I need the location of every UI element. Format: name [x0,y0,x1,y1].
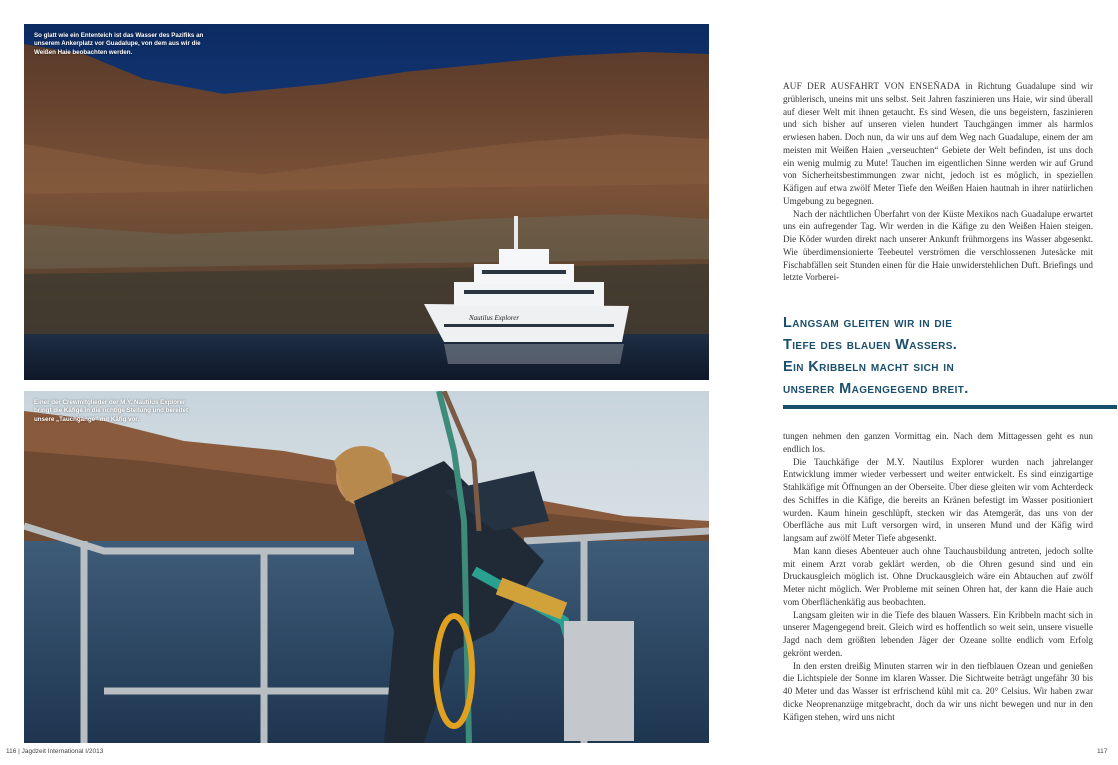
pull-quote-rule [783,405,1117,409]
pull-quote-line-3: Ein Kribbeln macht sich in [783,359,955,375]
article-paragraph-6: In den ersten dreißig Minuten starren wir in den tiefblauen Ozean und genießen die Lichtspiele der Sonne im klaren Wasser. Die Sichtweite beträgt ungefähr 30 bis 40 Meter und das Wasser ist erfrischend kühl mit ca. 20° Celsius. Wir haben zwar dicke Neoprenanzüge mitgebracht, doch da wir uns nicht bewegen und nur in den Käfigen stehen, wird uns nicht [783,660,1093,722]
photo-top-caption: So glatt wie ein Ententeich ist das Wasser des Pazifiks an unserem Ankerplatz vor Guadalupe, von dem aus wir die Weißen Haie beobachten werden. [34,32,204,56]
pull-quote [783,312,1113,400]
ship-name-label: Nautilus Explorer [469,314,520,322]
crew-cage-illustration [24,391,709,743]
photo-bottom-caption: Einer der Crewmitglieder der M.Y. Nautilus Explorer bringt die Käfige in die richtige Stellung und bereitet unsere „Tauchgänge“ mit Käfig vor. [34,399,189,423]
ship-cliffs-illustration [24,24,709,380]
article-paragraph-1 [783,80,1093,208]
pull-quote-line-1: Langsam gleiten wir in die [783,315,953,331]
article-lead-caps: AUF DER AUSFAHRT VON ENSEÑADA [783,81,961,91]
article-paragraph-1-text: in Richtung Guadalupe sind wir grüblerisch, uneins mit uns selbst. Seit Jahren faszinieren uns Haie, wir sind überall auf dieser Welt mit ihnen getaucht. Es sind Wesen, die uns begeistern, faszinieren und sich bisher auf unseren vielen hundert Tauchgängen immer als harmlos erwiesen haben. Doch nun, da wir uns auf dem Weg nach Guadalupe, einem der am meisten mit Weißen Haien „verseuchten“ Gebiete der Welt befinden, ist uns doch ein wenig mulmig zu Mute! Tauchen im eigentlichen Sinne werden wir auf Grund von Sicherheitsbestimmungen zwar nicht, jedoch ist es möglich, in speziellen Käfigen auf etwa zwölf Meter Tiefe den Weißen Haien hautnah in ihrer natürlichen Umgebung zu begegnen. [783,81,1093,206]
folio-right: 117 [1097,748,1108,755]
photo-crew-cage [24,391,709,743]
article-paragraph-5: Langsam gleiten wir in die Tiefe des blauen Wassers. Ein Kribbeln macht sich in unserer Magengegend breit. Gleich wird es hoffentlich so weit sein, unsere visuelle Jagd nach dem größten lebenden Jäger der Ozeane sollte endlich vom Erfolg gekrönt werden. [783,609,1093,658]
pull-quote-line-2: Tiefe des blauen Wassers. [783,337,958,353]
folio-left: 116 | Jagdzeit International I/2013 [6,748,104,755]
article-paragraph-2-top: Nach der nächtlichen Überfahrt von der Küste Mexikos nach Guadalupe erwartet uns ein aufregender Tag. Wir werden in die Käfige zu den Weißen Haien steigen. Die Köder wurden direkt nach unserer Ankunft frühmorgens ins Wasser abgesenkt. Wie überdimensionierte Teebeutel verströmen die verschlossenen Jutesäcke mit Fischabfällen seit Stunden einen für die Haie unwiderstehlichen Duft. Briefings und letzte Vorberei- [783,208,1093,283]
article-column-bottom [783,430,1093,723]
article-paragraph-3: Die Tauchkäfige der M.Y. Nautilus Explorer wurden nach jahrelanger Entwicklung immer wieder verbessert und weiter entwickelt. Es sind einzigartige Stahlkäfige mit Öffnungen an der Oberseite. Über diese gleiten wir vom Achterdeck des Schiffes in die Käfige, die bereits an Kränen befestigt im Wasser positioniert wurden. Kaum hinein geschlüpft, stecken wir das Atemgerät, das uns von der Oberfläche aus mit Luft versorgen wird, in unseren Mund und der Käfig wird langsam auf zwölf Meter Tiefe abgesenkt. [783,456,1093,543]
photo-ship-cliffs [24,24,709,380]
pull-quote-line-4: unserer Magengegend breit. [783,381,969,397]
article-paragraph-4: Man kann dieses Abenteuer auch ohne Tauchausbildung antreten, jedoch sollte mit einem Arzt vorab geklärt werden, ob die Ohren gesund sind und ein Druckausgleich möglich ist. Ohne Druckausgleich wäre ein Abtauchen auf zwölf Meter nicht möglich. Wer Probleme mit seinen Ohren hat, der kann die Haie auch vom Oberflächenkäfig aus beobachten. [783,545,1093,607]
article-column-top [783,80,1093,284]
article-paragraph-2-bottom: tungen nehmen den ganzen Vormittag ein. Nach dem Mittagessen geht es nun endlich los. [783,431,1093,454]
